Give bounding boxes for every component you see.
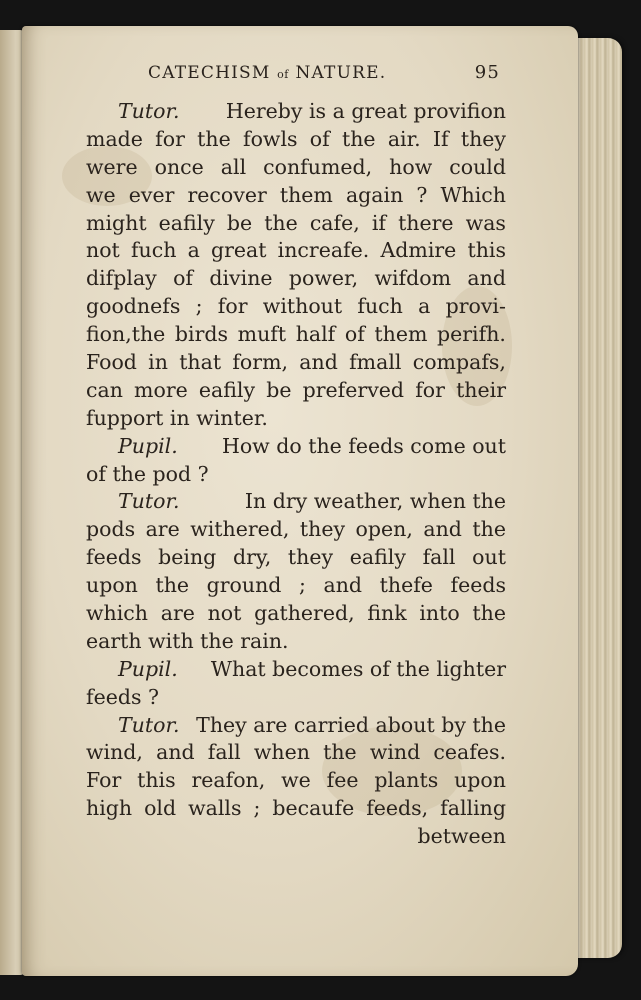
word: the xyxy=(155,573,190,598)
running-head-of: of xyxy=(277,68,289,81)
word: Admire xyxy=(380,238,457,263)
text-line xyxy=(86,126,506,154)
word: ever xyxy=(128,182,175,207)
text-line xyxy=(86,488,506,516)
word: preferved xyxy=(302,377,405,402)
word: ceafes. xyxy=(433,740,506,765)
word: the xyxy=(472,517,506,542)
word: muft xyxy=(237,322,287,347)
word: difplay xyxy=(86,266,157,291)
word: are xyxy=(145,517,180,542)
word: this xyxy=(467,238,506,263)
word: we xyxy=(281,768,311,793)
text-line xyxy=(86,182,506,210)
word: once xyxy=(154,154,204,179)
word: half xyxy=(295,322,336,347)
word: compafs, xyxy=(412,350,506,375)
line-text: In dry weather, when the xyxy=(244,489,506,514)
speaker-label: Tutor. xyxy=(118,489,180,514)
word: the xyxy=(264,210,298,235)
word: not xyxy=(86,238,120,263)
word: into xyxy=(419,601,460,626)
word: were xyxy=(86,154,138,179)
word: fee xyxy=(326,768,359,793)
word: how xyxy=(389,154,433,179)
text-line xyxy=(86,237,506,265)
word: fion,the xyxy=(86,322,166,347)
word: could xyxy=(449,154,506,179)
word: great xyxy=(210,238,267,263)
word: the xyxy=(472,601,506,626)
word: birds xyxy=(174,322,229,347)
text-line xyxy=(86,154,506,182)
word: feeds xyxy=(450,573,506,598)
text-line xyxy=(86,377,506,405)
text-line xyxy=(86,516,506,544)
word: goodnefs xyxy=(86,294,181,319)
word: eafily xyxy=(158,210,215,235)
word: plants xyxy=(374,768,439,793)
word: withered, xyxy=(190,517,290,542)
word: can xyxy=(86,377,123,402)
text-line xyxy=(86,767,506,795)
word: high xyxy=(86,796,133,821)
text-line: fupport in winter. xyxy=(86,405,268,430)
word: that xyxy=(179,350,222,375)
text-line xyxy=(86,265,506,293)
word: might xyxy=(86,210,147,235)
page-number: 95 xyxy=(474,62,500,83)
word: divine xyxy=(209,266,273,291)
line-text: How do the feeds come out xyxy=(221,433,506,458)
word: again xyxy=(345,182,404,207)
running-head-word: NATURE. xyxy=(295,63,387,83)
text-line: of the pod ? xyxy=(86,461,209,486)
running-head-title xyxy=(148,63,386,83)
word: confumed, xyxy=(263,154,373,179)
text-line xyxy=(86,433,506,461)
running-head xyxy=(86,62,506,98)
word: gathered, xyxy=(254,601,355,626)
word: of xyxy=(173,266,194,291)
word: old xyxy=(144,796,177,821)
word: fink xyxy=(367,601,407,626)
word: ; xyxy=(195,294,203,319)
word: the xyxy=(341,126,376,151)
word: For xyxy=(86,768,122,793)
text-line xyxy=(86,795,506,823)
word: more xyxy=(134,377,188,402)
word: upon xyxy=(454,768,506,793)
word: and xyxy=(299,350,338,375)
text-line xyxy=(86,98,506,126)
text-line xyxy=(86,321,506,349)
word: them xyxy=(279,182,333,207)
word: recover xyxy=(187,182,267,207)
word: fall xyxy=(422,545,456,570)
word: wind xyxy=(369,740,421,765)
word: being xyxy=(158,545,217,570)
text-line xyxy=(86,739,506,767)
word: which xyxy=(86,601,148,626)
word: their xyxy=(456,377,506,402)
text-line xyxy=(86,349,506,377)
word: for xyxy=(155,126,185,151)
speaker-label: Pupil. xyxy=(118,656,178,681)
word: they xyxy=(287,545,334,570)
word: pods xyxy=(86,517,136,542)
word: thefe xyxy=(379,573,433,598)
word: If xyxy=(432,126,449,151)
word: form, xyxy=(232,350,289,375)
word: there xyxy=(398,210,454,235)
word: the xyxy=(197,126,231,151)
word: a xyxy=(187,238,200,263)
text-line: feeds ? xyxy=(86,684,160,709)
word: fowls xyxy=(242,126,298,151)
word: fuch xyxy=(357,294,403,319)
word: becaufe xyxy=(272,796,355,821)
word: ; xyxy=(298,573,306,598)
page-text xyxy=(86,62,506,851)
text-line xyxy=(86,572,506,600)
word: and xyxy=(423,517,462,542)
word: increafe. xyxy=(277,238,370,263)
running-head-word: CATECHISM xyxy=(148,63,271,83)
word: for xyxy=(415,377,445,402)
word: wind, xyxy=(86,740,143,765)
word: upon xyxy=(86,573,138,598)
word: be xyxy=(226,210,253,235)
word: was xyxy=(465,210,506,235)
word: ground xyxy=(206,573,282,598)
word: walls xyxy=(188,796,242,821)
word: fall xyxy=(207,740,241,765)
word: if xyxy=(371,210,386,235)
word: are xyxy=(160,601,195,626)
word: eafily xyxy=(349,545,406,570)
word: for xyxy=(217,294,248,319)
word: fuch xyxy=(130,238,177,263)
word: feeds, xyxy=(366,796,429,821)
word: provi- xyxy=(445,294,506,319)
word: made xyxy=(86,126,143,151)
text-line: earth with the rain. xyxy=(86,628,289,653)
word: open, xyxy=(355,517,413,542)
word: they xyxy=(299,517,346,542)
word: wifdom xyxy=(374,266,452,291)
word: feeds xyxy=(86,545,142,570)
word: be xyxy=(266,377,292,402)
speaker-label: Tutor. xyxy=(118,712,180,737)
word: not xyxy=(207,601,242,626)
word: power, xyxy=(288,266,359,291)
word: eafily xyxy=(198,377,256,402)
word: this xyxy=(137,768,176,793)
word: in xyxy=(148,350,168,375)
word: without xyxy=(262,294,343,319)
word: when xyxy=(253,740,310,765)
word: we xyxy=(86,182,116,207)
word: and xyxy=(467,266,506,291)
word: perifh. xyxy=(437,322,506,347)
word: falling xyxy=(440,796,506,821)
word: reafon, xyxy=(191,768,266,793)
text-line xyxy=(86,293,506,321)
text-line xyxy=(86,544,506,572)
word: air. xyxy=(387,126,421,151)
word: ; xyxy=(253,796,261,821)
speaker-label: Tutor. xyxy=(118,99,180,123)
word: out xyxy=(472,545,506,570)
line-text: They are carried about by the xyxy=(196,712,506,737)
word: they xyxy=(460,126,506,151)
word: dry, xyxy=(232,545,272,570)
word: Food xyxy=(86,350,137,375)
word: of xyxy=(309,126,330,151)
word: all xyxy=(220,154,247,179)
word: and xyxy=(323,573,363,598)
word: the xyxy=(323,740,357,765)
word: cafe, xyxy=(309,210,360,235)
catchword: between xyxy=(417,824,506,849)
word: fmall xyxy=(349,350,402,375)
text-line xyxy=(86,656,506,684)
text-line xyxy=(86,210,506,238)
word: Which xyxy=(440,182,506,207)
line-text: Hereby is a great provifion xyxy=(225,99,506,123)
word: ? xyxy=(416,182,428,207)
speaker-label: Pupil. xyxy=(118,433,178,458)
word: a xyxy=(418,294,431,319)
text-line xyxy=(86,600,506,628)
line-text: What becomes of the lighter xyxy=(210,656,506,681)
word: them xyxy=(374,322,428,347)
word: of xyxy=(344,322,365,347)
word: and xyxy=(156,740,195,765)
text-line xyxy=(86,712,506,740)
